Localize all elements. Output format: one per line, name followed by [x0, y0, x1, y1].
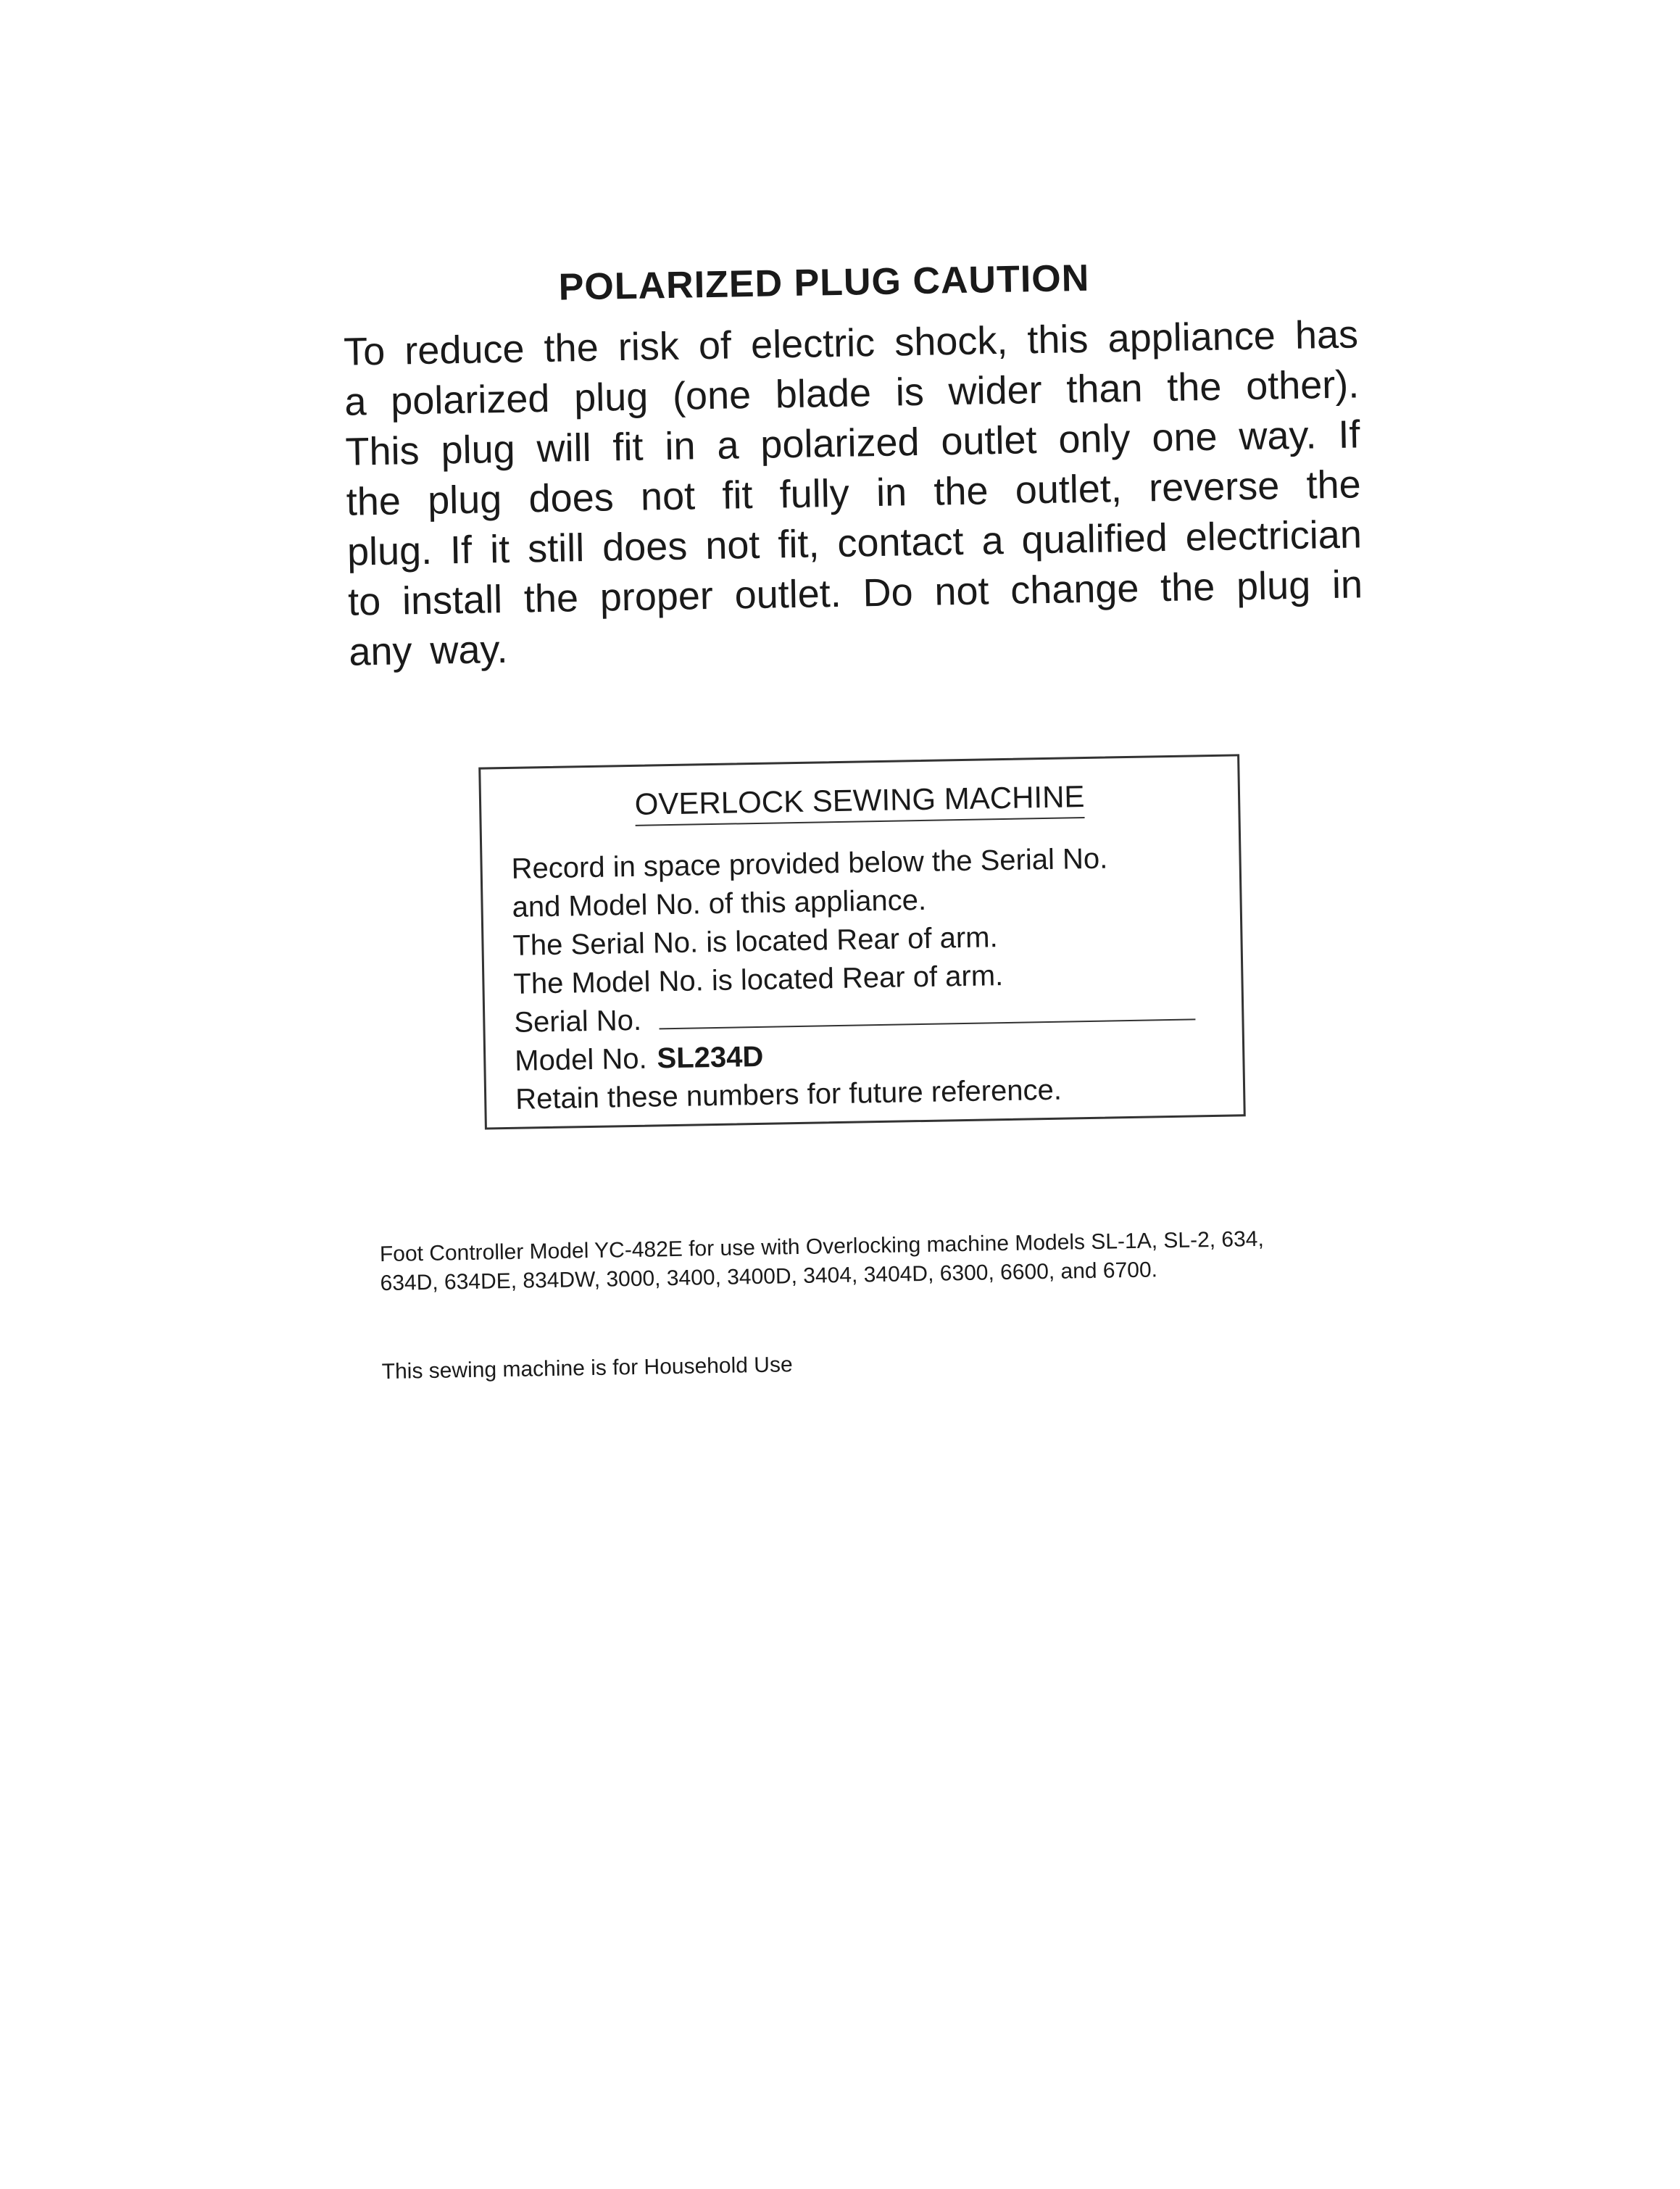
record-line: The Model No. is located Rear of arm.: [513, 960, 1004, 1000]
serial-blank-line: [659, 1018, 1195, 1029]
retain-note: Retain these numbers for future reference.: [515, 1073, 1063, 1116]
record-box-title-text: OVERLOCK SEWING MACHINE: [634, 779, 1085, 826]
model-value: SL234D: [657, 1040, 764, 1075]
household-use-note: This sewing machine is for Household Use: [381, 1353, 793, 1384]
caution-body: To reduce the risk of electric shock, this appliance has a polarized plug (one blade is wider than the other). This plug will fit in a polarized outlet only one way. If the plug does not fit fully in the outlet, reverse the plug. If it still does not fit, contact a qualified electrician to install the proper outlet. Do not change the plug in any way.: [343, 312, 1363, 674]
record-box-title: [481, 776, 1239, 828]
record-line: and Model No. of this appliance.: [512, 884, 927, 923]
model-label: Model No.: [514, 1042, 647, 1077]
record-line: The Serial No. is located Rear of arm.: [512, 921, 998, 962]
record-box-lines: [511, 838, 1218, 1119]
foot-controller-note: Foot Controller Model YC-482E for use with Overlocking machine Models SL-1A, SL-2, 634, 634D, 634DE, 834DW, 3000, 3400, 3400D, 3404, 3404D, 6300, 6600, and 6700.: [379, 1226, 1265, 1296]
record-box: [478, 754, 1246, 1129]
caution-title: POLARIZED PLUG CAUTION: [558, 257, 1090, 309]
serial-label: Serial No.: [513, 1004, 642, 1039]
record-line: Record in space provided below the Serial No.: [511, 842, 1108, 885]
